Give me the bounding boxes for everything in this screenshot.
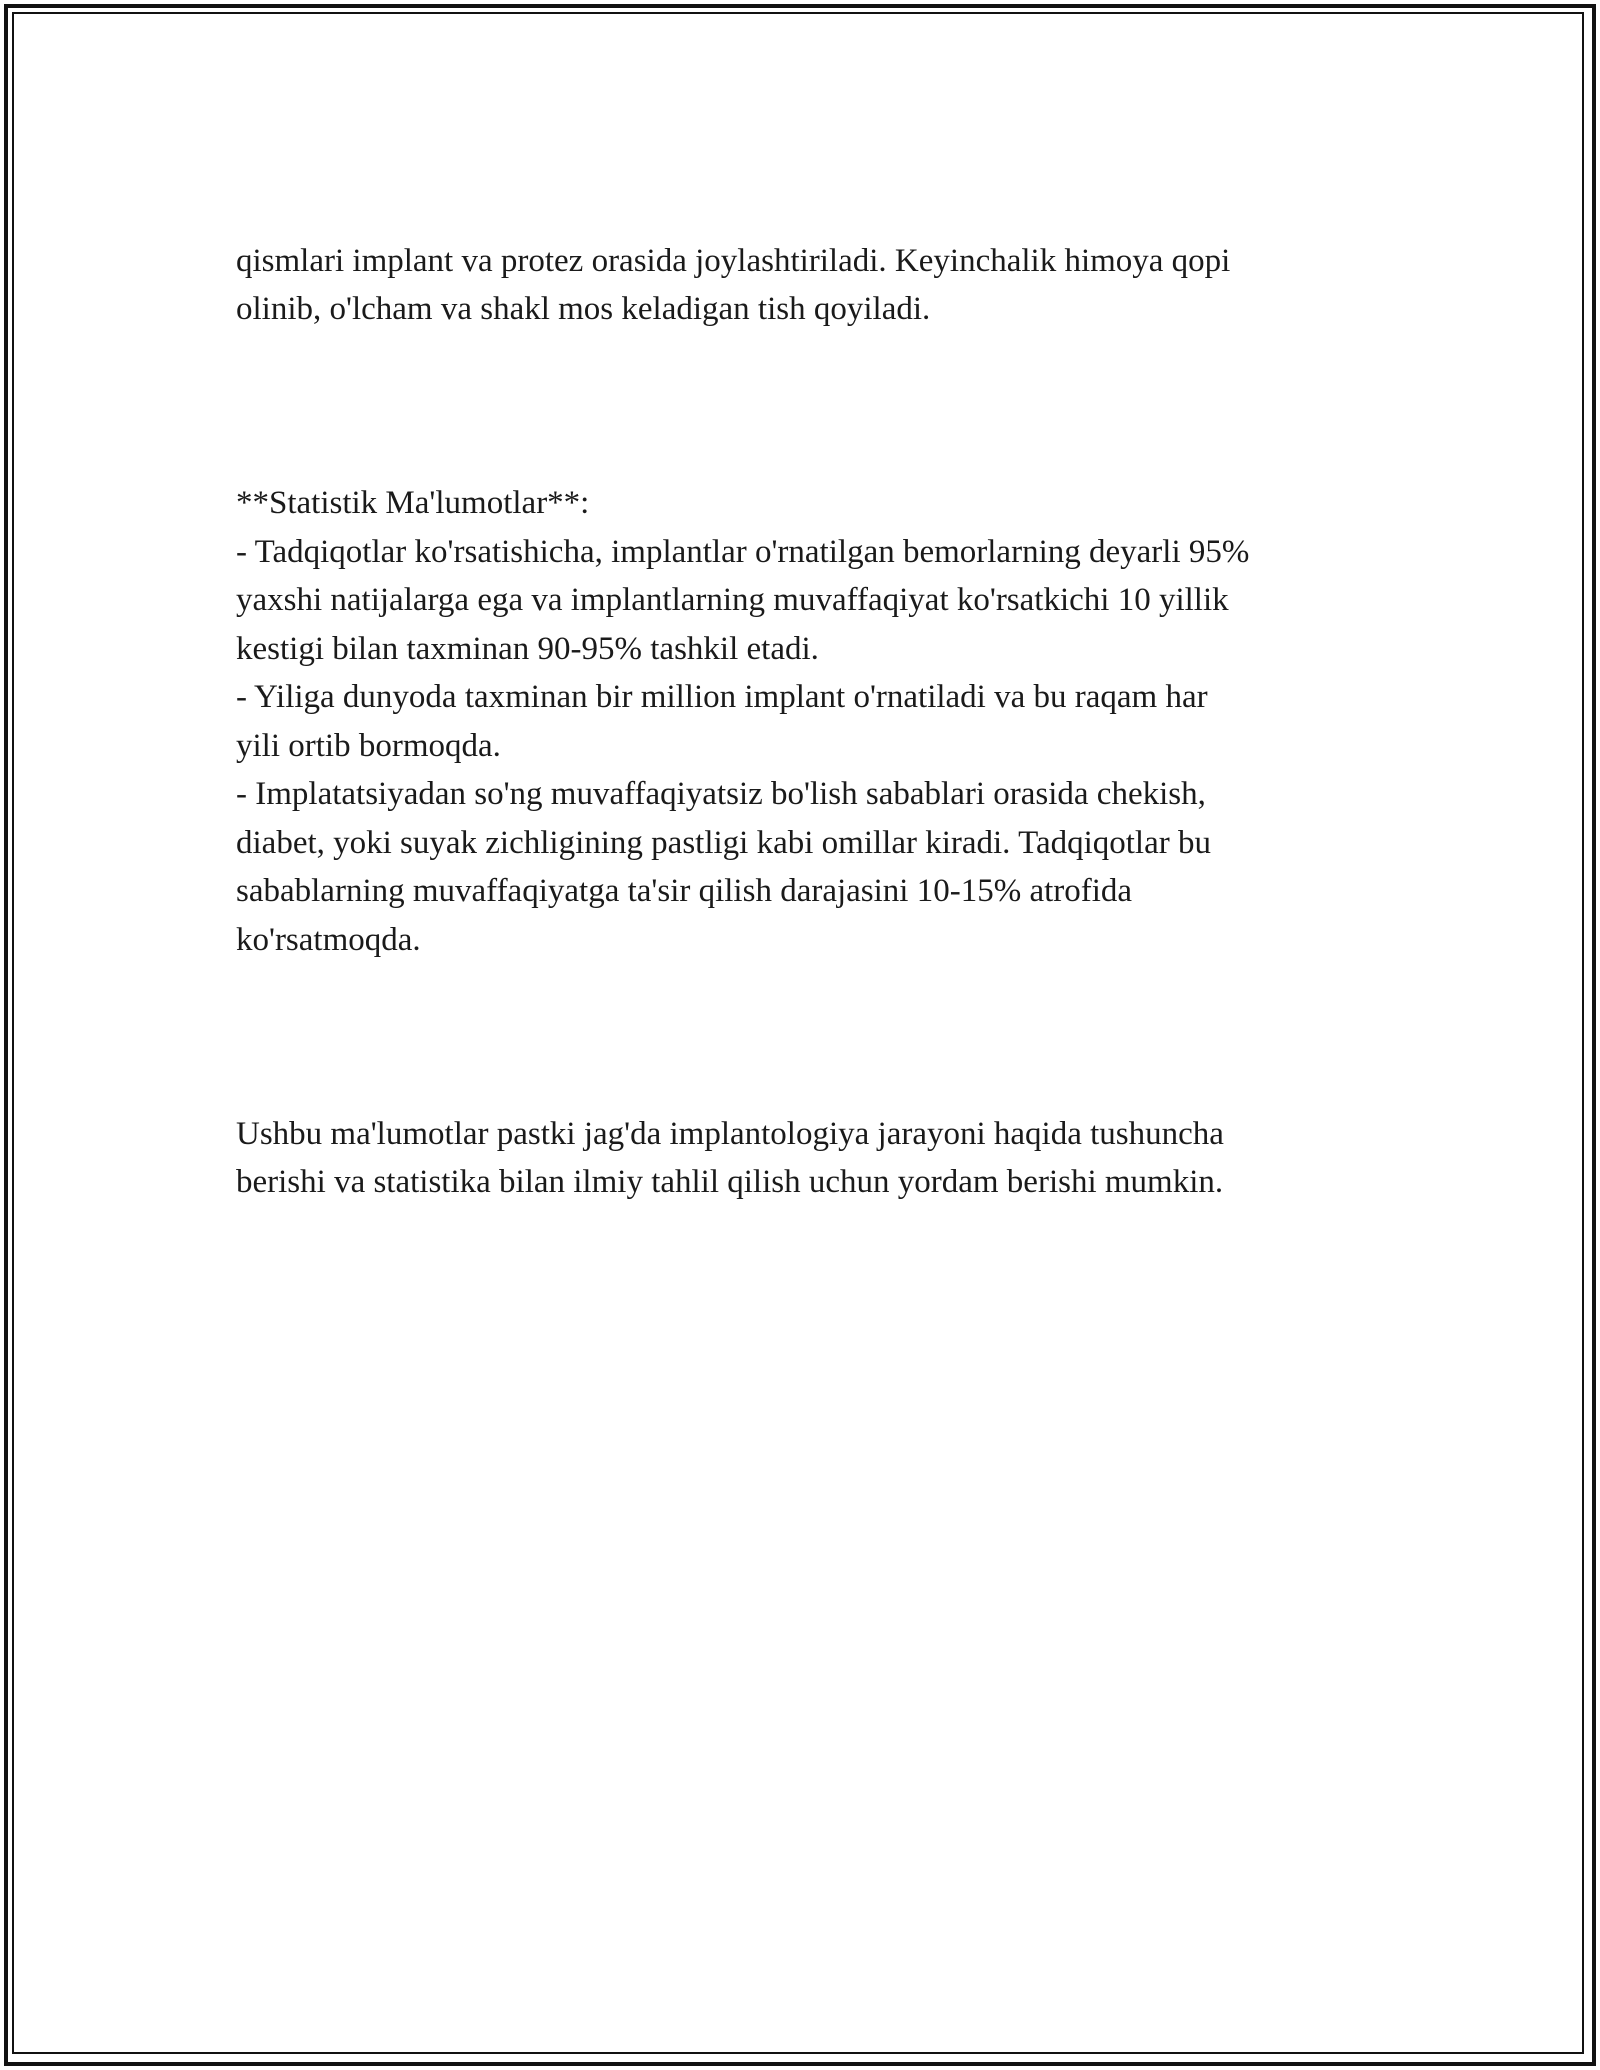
paragraph-conclusion: Ushbu ma'lumotlar pastki jag'da implantologiya jarayoni haqida tushuncha berishi va statistika bilan ilmiy tahlil qilish uchun yordam berishi mumkin. [236,1115,1224,1200]
paragraph-spacer [236,382,1376,431]
paragraph-statistics: **Statistik Ma'lumotlar**: - Tadqiqotlar ko'rsatishicha, implantlar o'rnatilgan bemorlarning deyarli 95% yaxshi natijalarga ega va implantlarning muvaffaqiyat ko'rsatkichi 10 yillik kestigi bilan taxminan 90-95% tashkil etadi. - Yiliga dunyoda taxminan bir million implant o'rnatiladi va bu raqam har yili ortib bormoqda. - Implatatsiyadan so'ng muvaffaqiyatsiz bo'lish sabablari orasida chekish, diabet, yoki suyak zichligining pastligi kabi omillar kiradi. Tadqiqotlar bu sabablarning muvaffaqiyatga ta'sir qilish darajasini 10-15% atrofida ko'rsatmoqda. [236,485,1250,958]
document-body [236,188,1376,1255]
paragraph-intro: qismlari implant va protez orasida joylashtiriladi. Keyinchalik himoya qopi olinib, o'lcham va shakl mos keladigan tish qoyiladi. [236,242,1231,327]
paragraph-spacer [236,1013,1376,1062]
